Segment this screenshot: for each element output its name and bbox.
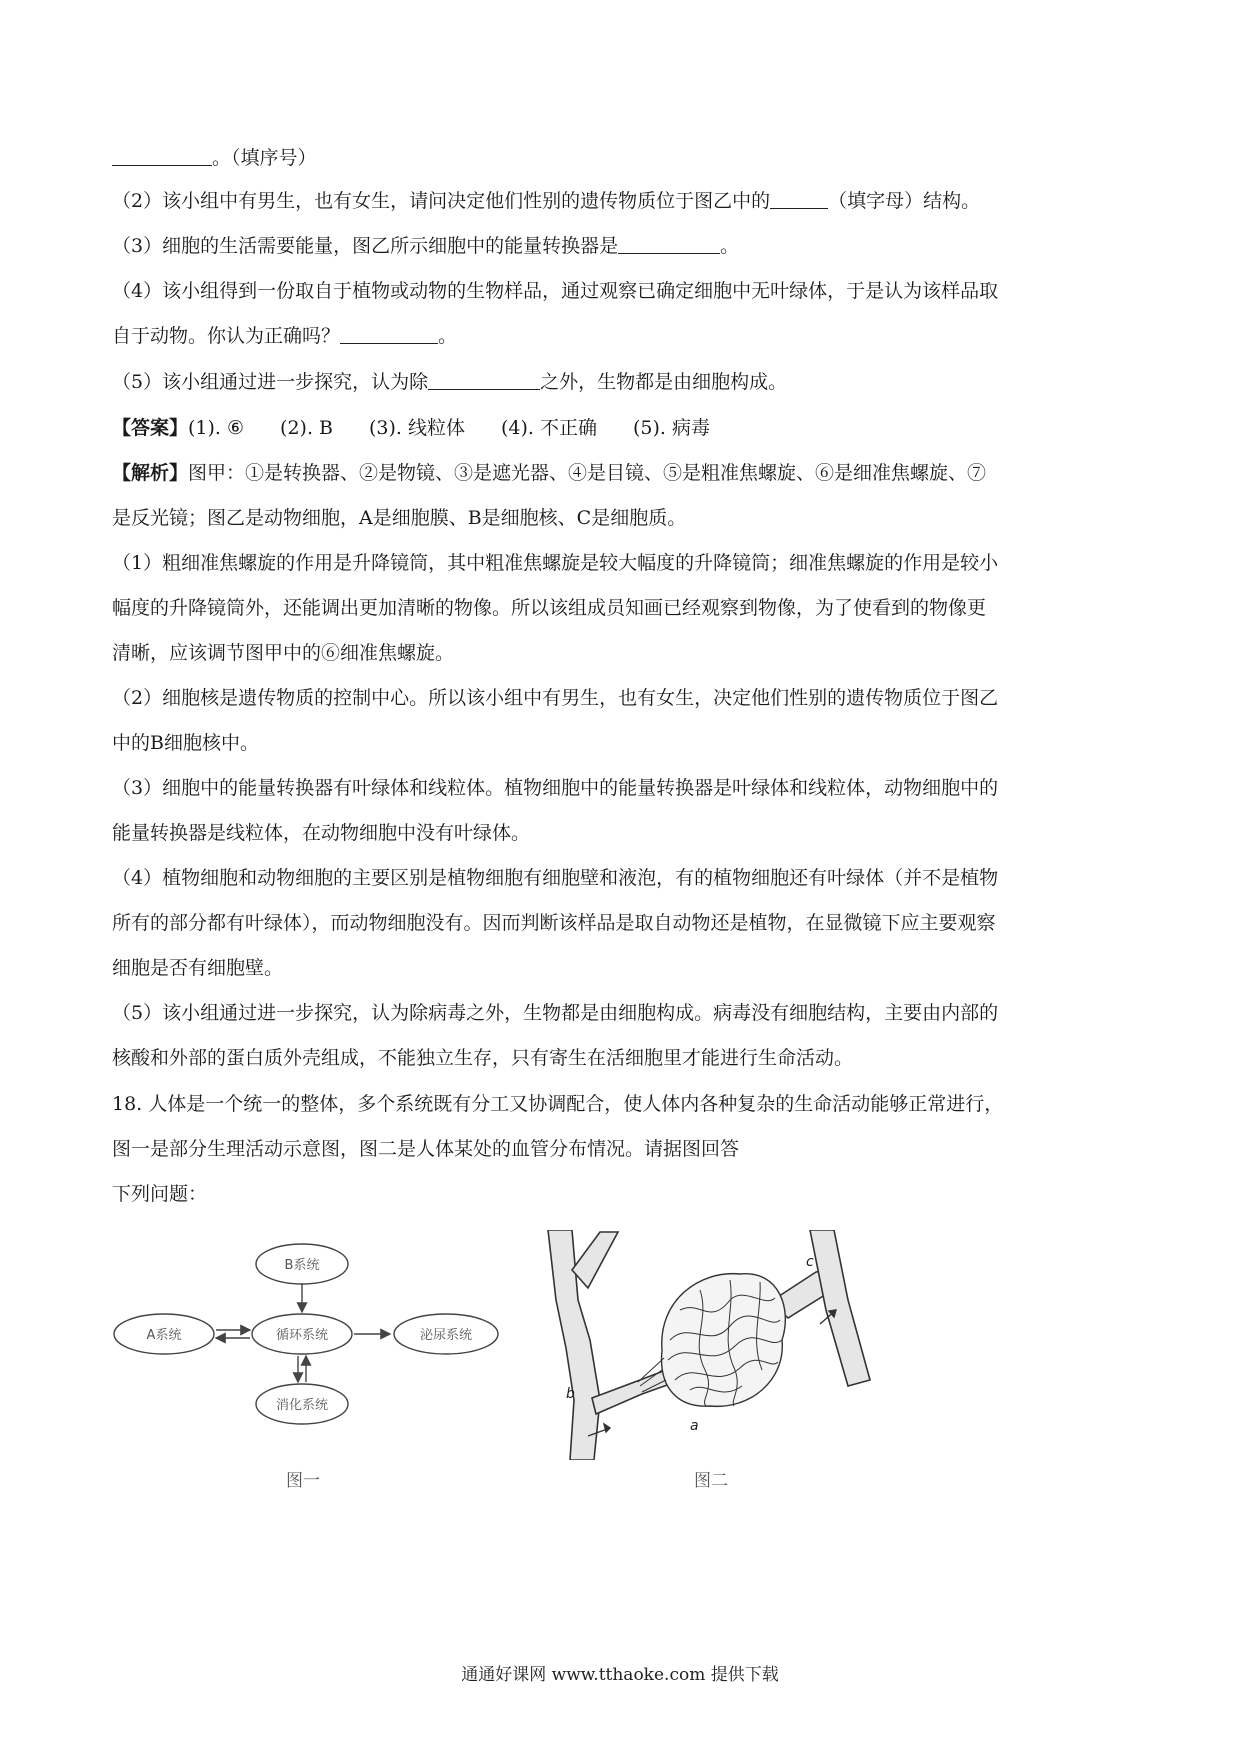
q17-q3-text: （3）细胞的生活需要能量，图乙所示细胞中的能量转换器是: [112, 235, 619, 257]
q17-question-4-line1: （4）该小组得到一份取自于植物或动物的生物样品，通过观察已确定细胞中无叶绿体，于是认为该样品取: [112, 280, 999, 302]
answer-item: (3). 线粒体: [369, 417, 466, 439]
figure1-label-left: A系统: [146, 1328, 182, 1343]
figure2-capillary-network: [662, 1274, 786, 1407]
q17-q4-text: 自于动物。你认为正确吗？: [112, 325, 341, 347]
analysis-text: 图甲：①是转换器、②是物镜、③是遮光器、④是目镜、⑤是粗准焦螺旋、⑥是细准焦螺旋、⑦: [188, 462, 987, 484]
analysis-p3-line: 能量转换器是线粒体，在动物细胞中没有叶绿体。: [112, 822, 531, 844]
q18-line1: 18. 人体是一个统一的整体，多个系统既有分工又协调配合，使人体内各种复杂的生命活动能够正常进行，: [112, 1093, 1004, 1115]
analysis-p4-line: 细胞是否有细胞壁。: [112, 957, 284, 979]
footer-text: 通通好课网 www.tthaoke.com 提供下载: [461, 1665, 779, 1685]
q17-line1-text: 。（填序号）: [212, 147, 317, 169]
q17-question-2: [112, 189, 980, 213]
q18-line2: 图一是部分生理活动示意图，图二是人体某处的血管分布情况。请据图回答: [112, 1138, 740, 1160]
q17-q3-text-end: 。: [720, 235, 740, 257]
q17-q5-text-end: 之外，生物都是由细胞构成。: [540, 371, 788, 393]
q17-line1: [112, 146, 317, 170]
answer-blank: [618, 235, 720, 254]
analysis-p1-line: 清晰，应该调节图甲中的⑥细准焦螺旋。: [112, 642, 455, 664]
figure2-diagram: [530, 1230, 890, 1460]
analysis-p2-line: （2）细胞核是遗传物质的控制中心。所以该小组中有男生，也有女生，决定他们性别的遗传物质位于图乙: [112, 687, 999, 709]
q17-question-3: [112, 234, 739, 258]
analysis-p4-line: 所有的部分都有叶绿体），而动物细胞没有。因而判断该样品是取自动物还是植物，在显微镜下应主要观察: [112, 912, 996, 934]
answer-blank: [112, 147, 212, 166]
figure2-label-a: a: [690, 1418, 699, 1434]
figure1-label-center: 循环系统: [275, 1328, 329, 1343]
q17-q2-text-end: （填字母）结构。: [828, 190, 981, 212]
q18-line3: 下列问题：: [112, 1183, 208, 1205]
q17-question-4-line2: [112, 324, 457, 348]
figure2-label-c: c: [806, 1254, 814, 1270]
answer-item: (1). ⑥: [188, 417, 245, 439]
analysis-p5-line: （5）该小组通过进一步探究，认为除病毒之外，生物都是由细胞构成。病毒没有细胞结构，主要由内部的: [112, 1002, 999, 1024]
answer-blank: [428, 371, 540, 390]
q17-q2-text: （2）该小组中有男生，也有女生，请问决定他们性别的遗传物质位于图乙中的: [112, 190, 771, 212]
answer-blank: [340, 325, 438, 344]
q17-q4-text-end: 。: [438, 325, 458, 347]
answer-item: (2). B: [280, 417, 334, 439]
analysis-line2: 是反光镜；图乙是动物细胞，A是细胞膜、B是细胞核、C是细胞质。: [112, 507, 687, 529]
answer-label: 【答案】: [112, 417, 189, 439]
q17-question-5: [112, 370, 787, 394]
figure1-label-top: B系统: [284, 1258, 320, 1273]
figure1-diagram: [112, 1238, 512, 1453]
figure1-label-right: 泌尿系统: [419, 1328, 473, 1343]
figure2-label-b: b: [566, 1386, 575, 1402]
answer-item: (4). 不正确: [501, 417, 598, 439]
figure1-caption: 图一: [286, 1471, 320, 1491]
answer-line: [112, 416, 746, 440]
figure2-vessel-right: [810, 1230, 870, 1386]
q17-q5-text: （5）该小组通过进一步探究，认为除: [112, 371, 429, 393]
figure1-label-bottom: 消化系统: [275, 1398, 329, 1413]
analysis-p1-line: （1）粗细准焦螺旋的作用是升降镜筒，其中粗准焦螺旋是较大幅度的升降镜筒；细准焦螺旋的作用是较小: [112, 552, 999, 574]
analysis-p4-line: （4）植物细胞和动物细胞的主要区别是植物细胞有细胞壁和液泡，有的植物细胞还有叶绿体（并不是植物: [112, 867, 999, 889]
figure2-vessel-branch: [572, 1232, 618, 1288]
analysis-label: 【解析】: [112, 462, 189, 484]
answer-item: (5). 病毒: [633, 417, 711, 439]
figure2-vessel-b: [592, 1370, 670, 1414]
analysis-p5-line: 核酸和外部的蛋白质外壳组成，不能独立生存，只有寄生在活细胞里才能进行生命活动。: [112, 1047, 854, 1069]
analysis-p3-line: （3）细胞中的能量转换器有叶绿体和线粒体。植物细胞中的能量转换器是叶绿体和线粒体，动物细胞中的: [112, 777, 999, 799]
analysis-p2-line: 中的B细胞核中。: [112, 732, 259, 754]
analysis-p1-line: 幅度的升降镜筒外，还能调出更加清晰的物像。所以该组成员知画已经观察到物像，为了使看到的物像更: [112, 597, 987, 619]
answer-blank: [770, 190, 828, 209]
figure2-caption: 图二: [694, 1471, 728, 1491]
analysis-line1: [112, 461, 986, 485]
